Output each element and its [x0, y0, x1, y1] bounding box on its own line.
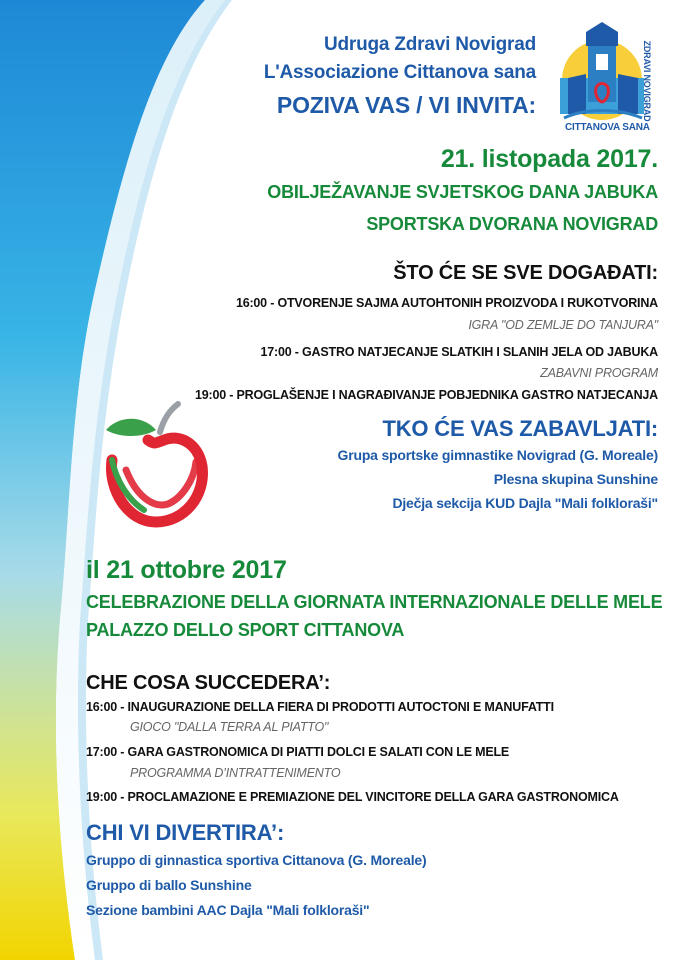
it-event: CELEBRAZIONE DELLA GIORNATA INTERNAZIONALE DELLE MELE — [86, 592, 663, 612]
hr-venue: SPORTSKA DVORANA NOVIGRAD — [366, 214, 658, 234]
hr-entertainer: Plesna skupina Sunshine — [493, 471, 658, 487]
it-program-sub: GIOCO "DALLA TERRA AL PIATTO" — [130, 720, 329, 734]
it-program-item: 16:00 - INAUGURAZIONE DELLA FIERA DI PRODOTTI AUTOCTONI E MANUFATTI — [86, 700, 554, 714]
invitation-title: POZIVA VAS / VI INVITA: — [276, 92, 536, 118]
logo-vertical-text: ZDRAVI NOVIGRAD — [642, 40, 652, 122]
it-entertainer: Gruppo di ballo Sunshine — [86, 877, 252, 893]
it-program-item: 19:00 - PROCLAMAZIONE E PREMIAZIONE DEL VINCITORE DELLA GARA GASTRONOMICA — [86, 790, 619, 804]
hr-program-sub: ZABAVNI PROGRAM — [540, 366, 658, 380]
it-program-sub: PROGRAMMA D’INTRATTENIMENTO — [130, 766, 341, 780]
hr-entertainer: Dječja sekcija KUD Dajla "Mali folkloraši" — [392, 495, 658, 511]
association-name-hr: Udruga Zdravi Novigrad — [323, 34, 536, 55]
it-entertainer: Sezione bambini AAC Dajla "Mali folkloraši" — [86, 902, 370, 918]
hr-program-item: 16:00 - OTVORENJE SAJMA AUTOHTONIH PROIZVODA I RUKOTVORINA — [235, 296, 658, 310]
hr-entertainer: Grupa sportske gimnastike Novigrad (G. Moreale) — [337, 447, 658, 463]
hr-event: OBILJEŽAVANJE SVJETSKOG DANA JABUKA — [267, 182, 658, 202]
hr-program-item: 19:00 - PROGLAŠENJE I NAGRAĐIVANJE POBJEDNIKA GASTRO NATJECANJA — [195, 388, 658, 402]
it-date: il 21 ottobre 2017 — [86, 556, 287, 584]
it-program-title: CHE COSA SUCCEDERA’: — [86, 672, 331, 694]
it-entertainer: Gruppo di ginnastica sportiva Cittanova (G. Moreale) — [86, 852, 427, 868]
hr-date: 21. listopada 2017. — [440, 145, 658, 173]
hr-program-title: ŠTO ĆE SE SVE DOGAĐATI: — [393, 262, 658, 284]
hr-program-sub: IGRA "OD ZEMLJE DO TANJURA" — [468, 318, 658, 332]
logo-bottom-text: CITTANOVA SANA — [565, 122, 650, 133]
it-program-item: 17:00 - GARA GASTRONOMICA DI PIATTI DOLCI E SALATI CON LE MELE — [86, 745, 510, 759]
it-venue: PALAZZO DELLO SPORT CITTANOVA — [86, 620, 405, 640]
hr-entertain-title: TKO ĆE VAS ZABAVLJATI: — [382, 416, 658, 441]
it-entertain-title: CHI VI DIVERTIRA’: — [86, 820, 285, 845]
association-name-it: L'Associazione Cittanova sana — [263, 62, 536, 83]
hr-program-item: 17:00 - GASTRO NATJECANJE SLATKIH I SLANIH JELA OD JABUKA — [260, 345, 658, 359]
apple-icon — [98, 400, 216, 530]
